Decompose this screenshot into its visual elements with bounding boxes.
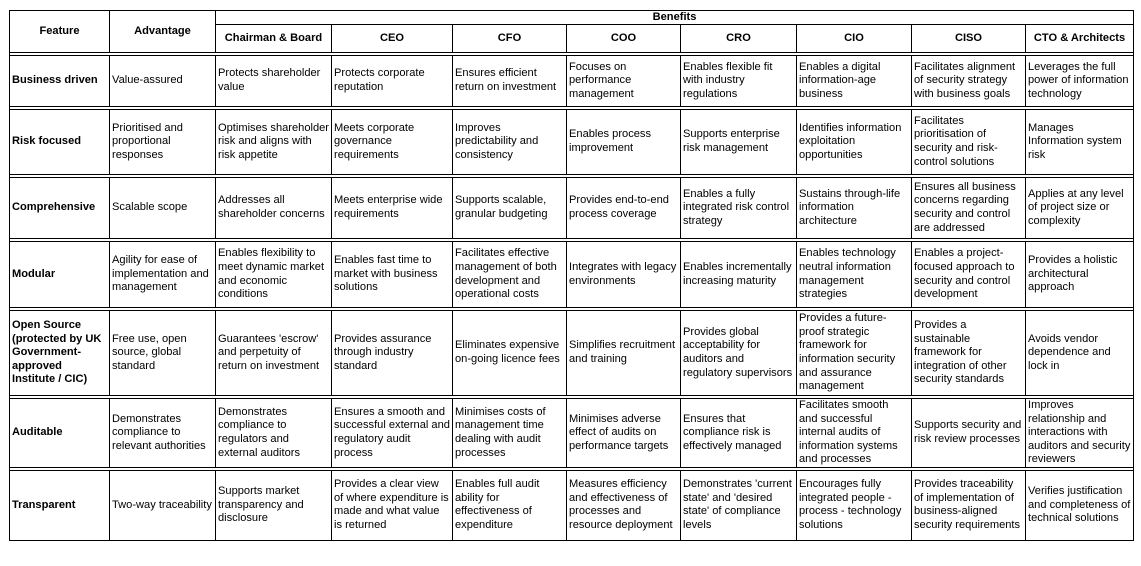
benefit-cell: Provides traceability of implementation of business-aligned security requirements (912, 470, 1026, 540)
benefit-cell: Addresses all shareholder concerns (216, 178, 332, 239)
benefit-cell: Supports scalable, granular budgeting (453, 178, 567, 239)
table-row-business-driven (10, 56, 1134, 107)
header-role-cio: CIO (797, 25, 912, 53)
benefit-cell: Protects shareholder value (216, 56, 332, 107)
benefit-cell: Provides a holistic architectural approach (1026, 242, 1134, 308)
table-row-transparent (10, 470, 1134, 540)
benefit-cell: Guarantees 'escrow' and perpetuity of return on investment (216, 311, 332, 396)
feature-cell: Risk focused (10, 110, 110, 175)
benefit-cell: Supports enterprise risk management (681, 110, 797, 175)
header-role-chairman-board: Chairman & Board (216, 25, 332, 53)
benefit-cell: Provides a future-proof strategic framework for information security and assurance management (797, 311, 912, 396)
benefit-cell: Supports security and risk review processes (912, 399, 1026, 468)
advantage-cell: Scalable scope (110, 178, 216, 239)
header-role-cro: CRO (681, 25, 797, 53)
benefit-cell: Minimises adverse effect of audits on performance targets (567, 399, 681, 468)
benefit-cell: Provides a sustainable framework for integration of other security standards (912, 311, 1026, 396)
benefits-table (9, 10, 1134, 541)
advantage-cell: Demonstrates compliance to relevant authorities (110, 399, 216, 468)
benefit-cell: Verifies justification and completeness of technical solutions (1026, 470, 1134, 540)
benefit-cell: Enables process improvement (567, 110, 681, 175)
advantage-cell: Free use, open source, global standard (110, 311, 216, 396)
benefit-cell: Provides a clear view of where expenditure is made and what value is returned (332, 470, 453, 540)
header-role-ceo: CEO (332, 25, 453, 53)
header-role-coo: COO (567, 25, 681, 53)
benefit-cell: Enables flexibility to meet dynamic market and economic conditions (216, 242, 332, 308)
benefit-cell: Focuses on performance management (567, 56, 681, 107)
benefit-cell: Provides end-to-end process coverage (567, 178, 681, 239)
benefit-cell: Demonstrates 'current state' and 'desired state' of compliance levels (681, 470, 797, 540)
benefit-cell: Demonstrates compliance to regulators and external auditors (216, 399, 332, 468)
benefit-cell: Meets enterprise wide requirements (332, 178, 453, 239)
benefit-cell: Minimises costs of management time dealing with audit processes (453, 399, 567, 468)
header-advantage: Advantage (110, 11, 216, 53)
benefit-cell: Simplifies recruitment and training (567, 311, 681, 396)
feature-cell: Transparent (10, 470, 110, 540)
benefit-cell: Enables incrementally increasing maturity (681, 242, 797, 308)
benefit-cell: Ensures a smooth and successful external and regulatory audit process (332, 399, 453, 468)
benefit-cell: Enables flexible fit with industry regulations (681, 56, 797, 107)
benefit-cell: Supports market transparency and disclosure (216, 470, 332, 540)
header-role-cto-architects: CTO & Architects (1026, 25, 1134, 53)
benefit-cell: Improves predictability and consistency (453, 110, 567, 175)
benefit-cell: Enables fast time to market with business solutions (332, 242, 453, 308)
table-row-open-source (10, 311, 1134, 396)
benefit-cell: Eliminates expensive on-going licence fees (453, 311, 567, 396)
benefit-cell: Ensures that compliance risk is effectively managed (681, 399, 797, 468)
benefit-cell: Optimises shareholder risk and aligns with risk appetite (216, 110, 332, 175)
benefit-cell: Enables a project-focused approach to security and control development (912, 242, 1026, 308)
benefit-cell: Integrates with legacy environments (567, 242, 681, 308)
advantage-cell: Two-way traceability (110, 470, 216, 540)
benefit-cell: Provides global acceptability for auditors and regulatory supervisors (681, 311, 797, 396)
table-row-modular (10, 242, 1134, 308)
header-benefits: Benefits (216, 11, 1134, 25)
benefit-cell: Enables technology neutral information management strategies (797, 242, 912, 308)
benefit-cell: Facilitates smooth and successful internal audits of information systems and processes (797, 399, 912, 468)
feature-cell: Business driven (10, 56, 110, 107)
advantage-cell: Prioritised and proportional responses (110, 110, 216, 175)
advantage-cell: Value-assured (110, 56, 216, 107)
table-row-comprehensive (10, 178, 1134, 239)
benefit-cell: Measures efficiency and effectiveness of processes and resource deployment (567, 470, 681, 540)
benefit-cell: Ensures all business concerns regarding security and control are addressed (912, 178, 1026, 239)
benefit-cell: Identifies information exploitation opportunities (797, 110, 912, 175)
benefit-cell: Facilitates alignment of security strategy with business goals (912, 56, 1026, 107)
benefit-cell: Manages Information system risk (1026, 110, 1134, 175)
benefit-cell: Avoids vendor dependence and lock in (1026, 311, 1134, 396)
header-role-ciso: CISO (912, 25, 1026, 53)
benefit-cell: Provides assurance through industry standard (332, 311, 453, 396)
benefit-cell: Leverages the full power of information technology (1026, 56, 1134, 107)
benefit-cell: Facilitates effective management of both development and operational costs (453, 242, 567, 308)
benefit-cell: Applies at any level of project size or complexity (1026, 178, 1134, 239)
header-role-cfo: CFO (453, 25, 567, 53)
benefit-cell: Protects corporate reputation (332, 56, 453, 107)
benefit-cell: Meets corporate governance requirements (332, 110, 453, 175)
feature-cell: Open Source (protected by UK Government-approved Institute / CIC) (10, 311, 110, 396)
advantage-cell: Agility for ease of implementation and management (110, 242, 216, 308)
feature-cell: Auditable (10, 399, 110, 468)
header-feature: Feature (10, 11, 110, 53)
benefit-cell: Encourages fully integrated people - process - technology solutions (797, 470, 912, 540)
benefit-cell: Sustains through-life information architecture (797, 178, 912, 239)
feature-cell: Modular (10, 242, 110, 308)
benefit-cell: Enables full audit ability for effectiveness of expenditure (453, 470, 567, 540)
feature-cell: Comprehensive (10, 178, 110, 239)
benefit-cell: Enables a digital information-age business (797, 56, 912, 107)
table-row-risk-focused (10, 110, 1134, 175)
benefit-cell: Enables a fully integrated risk control strategy (681, 178, 797, 239)
benefit-cell: Improves relationship and interactions with auditors and security reviewers (1026, 399, 1134, 468)
benefit-cell: Facilitates prioritisation of security and risk-control solutions (912, 110, 1026, 175)
benefit-cell: Ensures efficient return on investment (453, 56, 567, 107)
table-row-auditable (10, 399, 1134, 468)
